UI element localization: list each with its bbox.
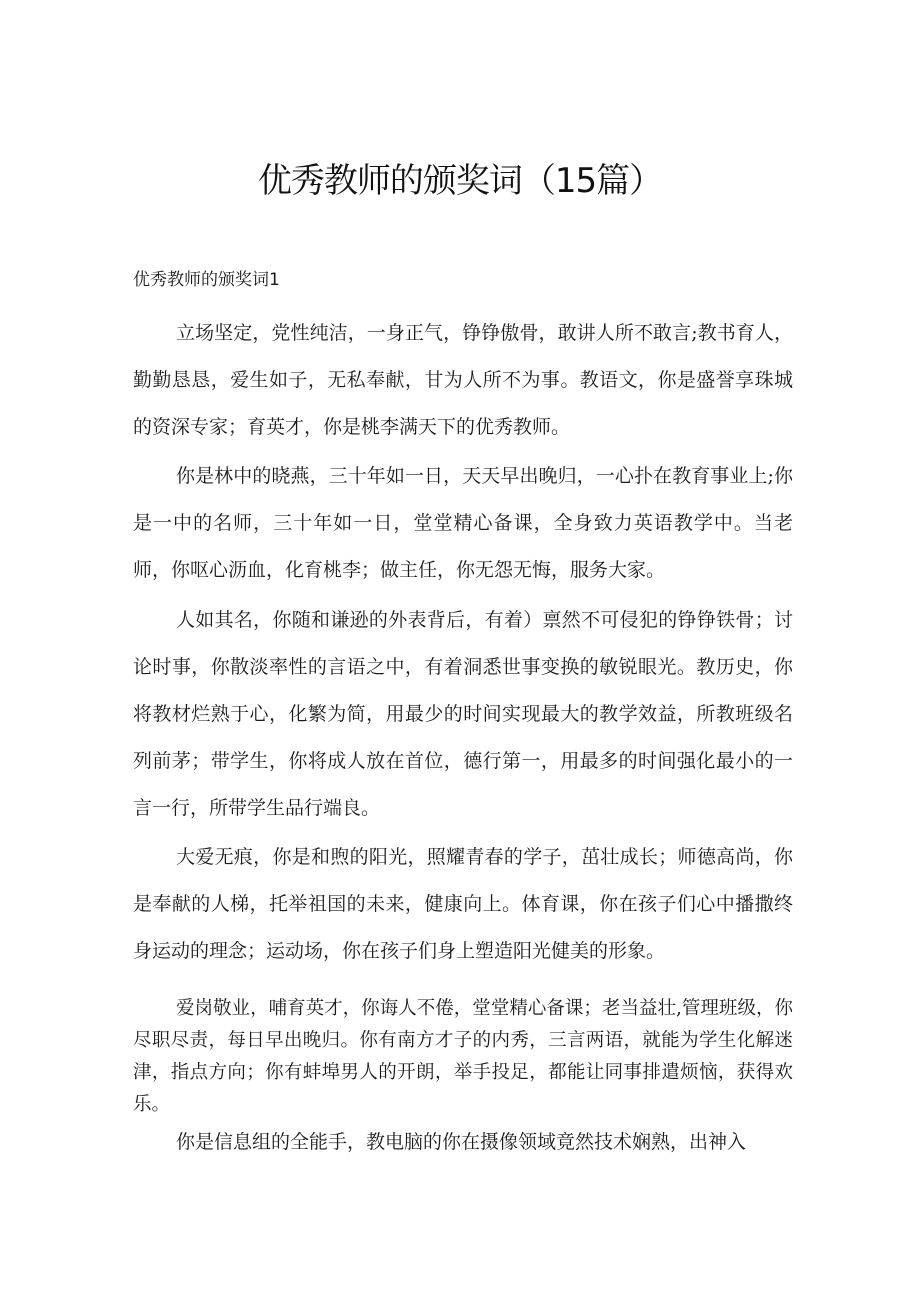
paragraph-4: 大爱无痕，你是和煦的阳光，照耀青春的学子，茁壮成长；师德高尚，你是奉献的人梯，托举祖国的未来，健康向上。体育课，你在孩子们心中播撒终身运动的理念；运动场，你在孩子们身上塑造阳光健美的形象。 bbox=[133, 846, 793, 962]
paragraph-1: 立场坚定，党性纯洁，一身正气，铮铮傲骨，敢讲人所不敢言;教书育人，勤勤恳恳，爱生如子，无私奉献，甘为人所不为事。教语文，你是盛誉享珠城的资深专家；育英才，你是桃李满天下的优秀教师。 bbox=[133, 322, 793, 438]
section-heading: 优秀教师的颁奖词1 bbox=[133, 270, 280, 290]
paragraph-3: 人如其名，你随和谦逊的外表背后，有着）禀然不可侵犯的铮铮铁骨；讨论时事，你散淡率性的言语之中，有着洞悉世事变换的敏锐眼光。教历史，你将教材烂熟于心，化繁为简，用最少的时间实现最大的教学效益，所教班级名列前茅；带学生，你将成人放在首位，德行第一，用最多的时间强化最小的一言一行，所带学生品行端良。 bbox=[133, 609, 793, 819]
document-title: 优秀教师的颁奖词（15篇） bbox=[257, 161, 663, 201]
paragraph-5: 爱岗敬业，哺育英才，你诲人不倦，堂堂精心备课；老当益壮,管理班级，你尽职尽责，每日早出晚归。你有南方才子的内秀，三言两语，就能为学生化解迷津，指点方向；你有蚌埠男人的开朗，举手投足，都能让同事排遣烦恼，获得欢乐。 bbox=[133, 998, 793, 1115]
paragraph-6: 你是信息组的全能手，教电脑的你在摄像领域竟然技术娴熟，出神入 bbox=[176, 1131, 747, 1153]
paragraph-2: 你是林中的晓燕，三十年如一日，天天早出晚归，一心扑在教育事业上;你是一中的名师，三十年如一日，堂堂精心备课，全身致力英语教学中。当老师，你呕心沥血，化育桃李；做主任，你无怨无悔，服务大家。 bbox=[133, 465, 793, 581]
